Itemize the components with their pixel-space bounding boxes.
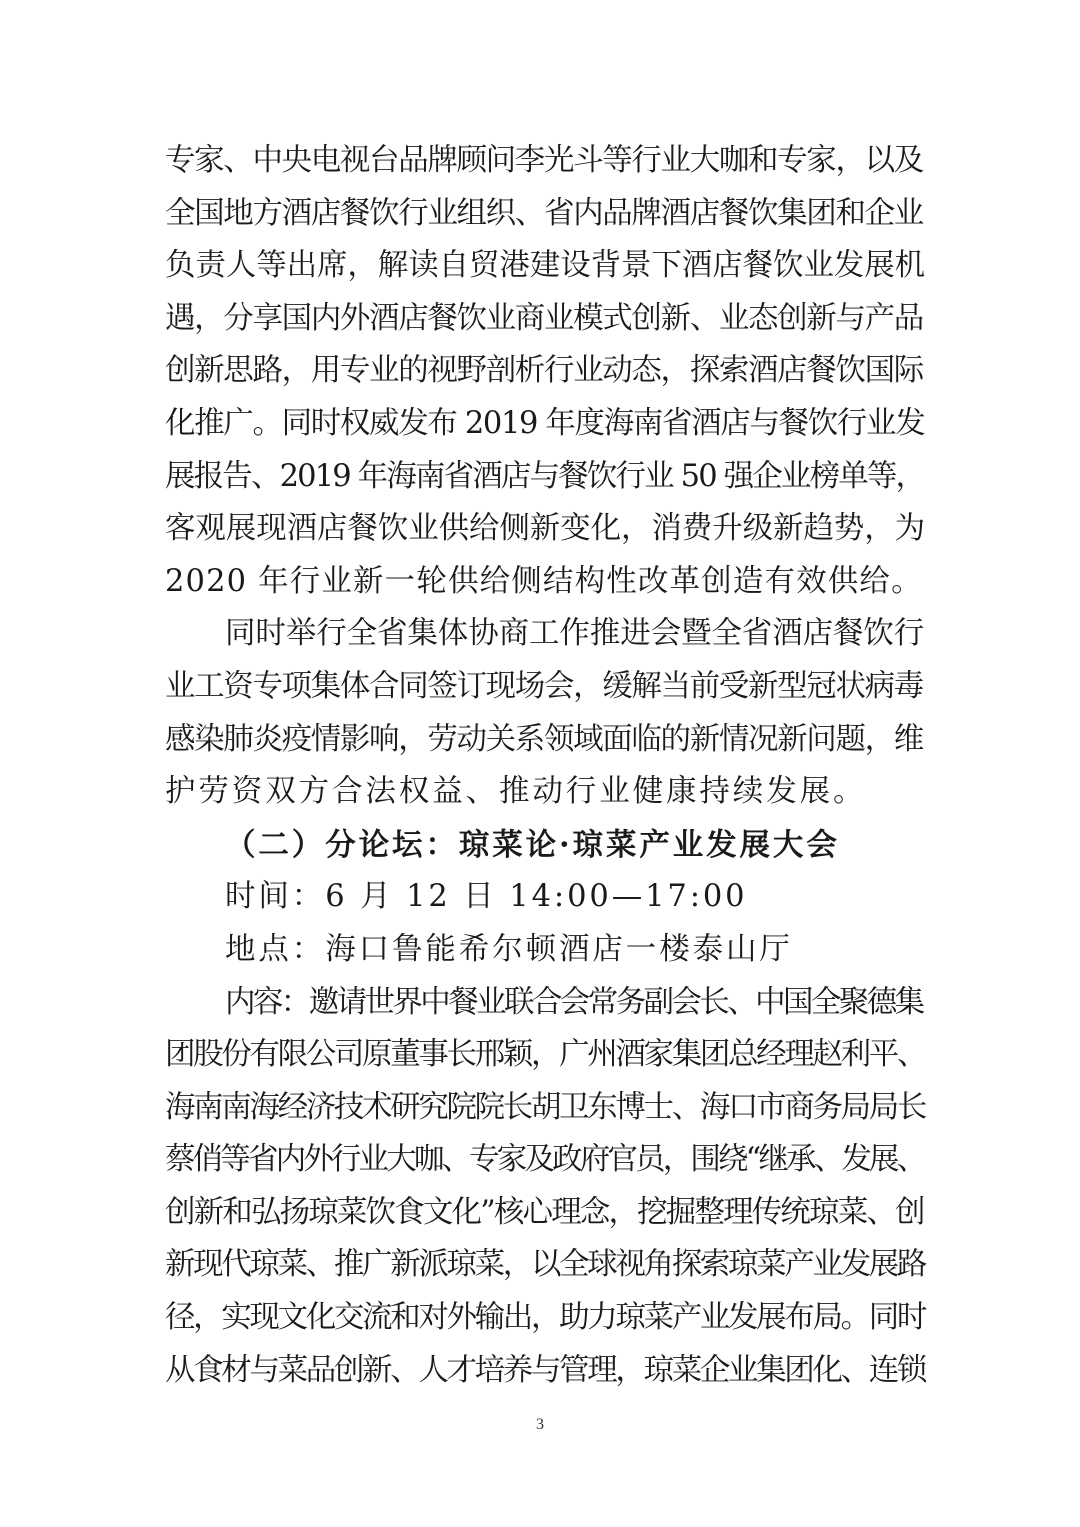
text-line: 径，实现文化交流和对外输出，助力琼菜产业发展布局。同时 xyxy=(165,1300,926,1336)
text-line: 业工资专项集体合同签订现场会，缓解当前受新型冠状病毒 xyxy=(165,668,923,704)
content-line: 内容：邀请世界中餐业联合会常务副会长、中国全聚德集 xyxy=(225,984,923,1020)
text-line: 展报告、2019 年海南省酒店与餐饮行业 50 强企业榜单等， xyxy=(165,458,925,494)
text-line: 客观展现酒店餐饮业供给侧新变化，消费升级新趋势，为 xyxy=(165,511,925,547)
location-line: 地点：海口鲁能希尔顿酒店一楼泰山厅 xyxy=(225,931,793,967)
text-line: 化推广。同时权威发布 2019 年度海南省酒店与餐饮行业发 xyxy=(165,405,925,441)
text-line: 团股份有限公司原董事长邢颖，广州酒家集团总经理赵利平、 xyxy=(165,1037,926,1073)
text-line: 新现代琼菜、推广新派琼菜，以全球视角探索琼菜产业发展路 xyxy=(165,1247,926,1283)
time-line: 时间：6 月 12 日 14:00—17:00 xyxy=(225,879,748,915)
text-line: 蔡俏等省内外行业大咖、专家及政府官员，围绕“继承、发展、 xyxy=(165,1142,925,1178)
text-line: 遇，分享国内外酒店餐饮业商业模式创新、业态创新与产品 xyxy=(165,300,923,336)
text-line: 创新思路，用专业的视野剖析行业动态，探索酒店餐饮国际 xyxy=(165,353,923,389)
text-line: 全国地方酒店餐饮行业组织、省内品牌酒店餐饮集团和企业 xyxy=(165,195,923,231)
text-line: 负责人等出席，解读自贸港建设背景下酒店餐饮业发展机 xyxy=(165,248,925,284)
text-line: 从食材与菜品创新、人才培养与管理，琼菜企业集团化、连锁 xyxy=(165,1352,926,1388)
page-number: 3 xyxy=(536,1416,544,1433)
text-line: 专家、中央电视台品牌顾问李光斗等行业大咖和专家，以及 xyxy=(165,143,923,178)
text-line: 创新和弘扬琼菜饮食文化”核心理念，挖掘整理传统琼菜、创 xyxy=(165,1194,924,1230)
text-line: 同时举行全省集体协商工作推进会暨全省酒店餐饮行 xyxy=(225,616,925,652)
text-line: 2020 年行业新一轮供给侧结构性改革创造有效供给。 xyxy=(165,563,923,599)
section-heading: （二）分论坛：琼菜论·琼菜产业发展大会 xyxy=(225,826,840,863)
text-line: 感染肺炎疫情影响，劳动关系领域面临的新情况新问题，维 xyxy=(165,721,923,757)
text-line: 海南南海经济技术研究院院长胡卫东博士、海口市商务局局长 xyxy=(165,1089,926,1125)
body-text xyxy=(165,135,925,1397)
text-line: 护劳资双方合法权益、推动行业健康持续发展。 xyxy=(165,774,867,810)
